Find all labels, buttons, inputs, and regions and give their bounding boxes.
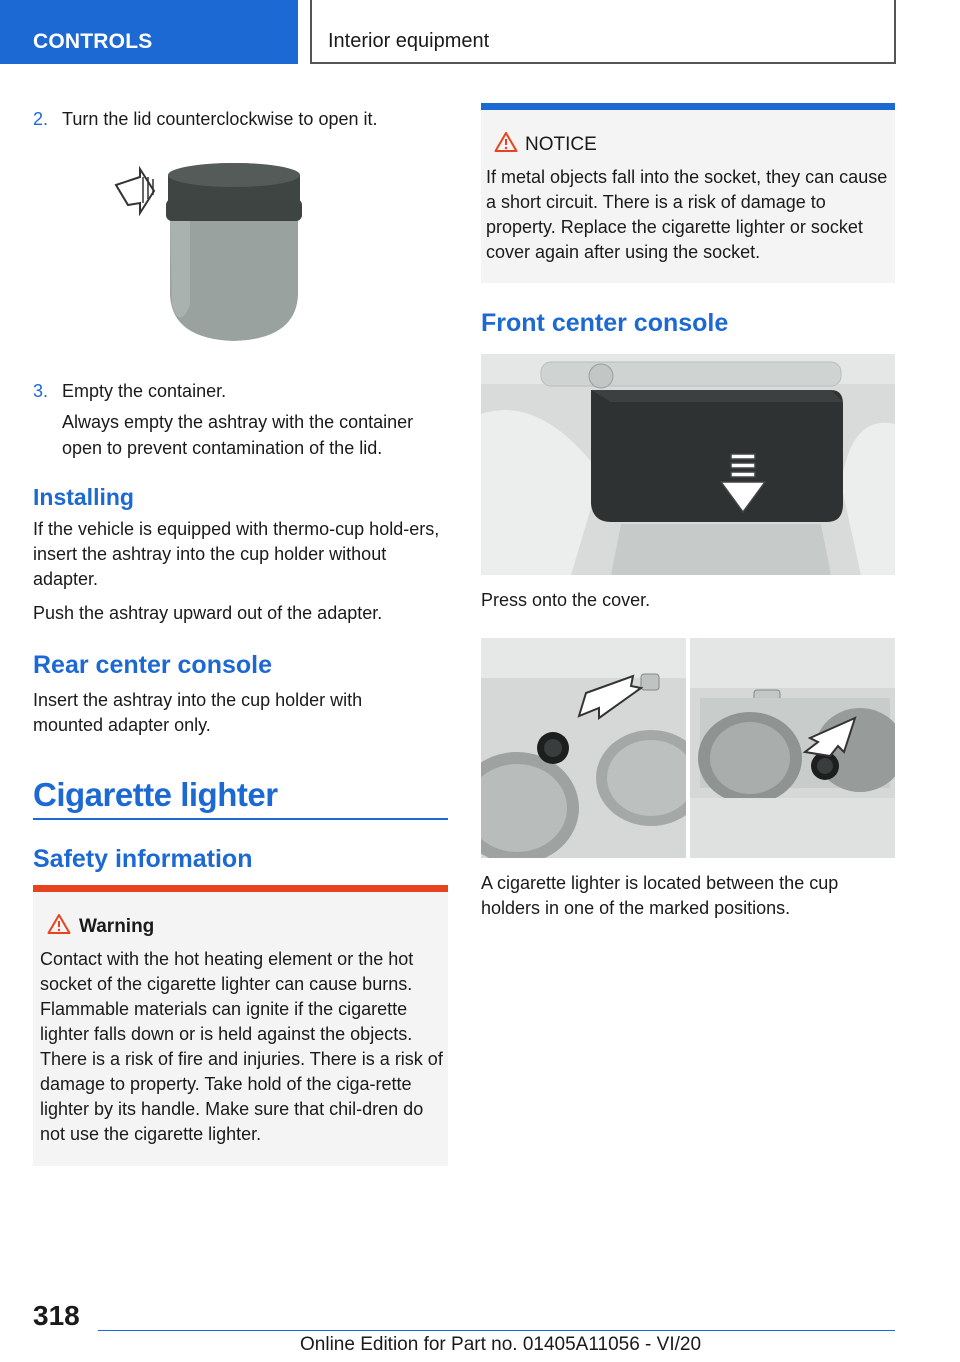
warning-triangle-icon	[47, 913, 71, 935]
warning-box	[33, 885, 448, 1166]
installing-heading: Installing	[33, 484, 134, 510]
page-title: Interior equipment	[328, 30, 490, 52]
rear-console-heading: Rear center console	[33, 651, 272, 679]
ashtray-illustration	[110, 155, 310, 347]
step-text: Turn the lid counterclockwise to open it.	[62, 109, 378, 129]
section-tab	[0, 0, 298, 64]
front-console-caption: Press onto the cover.	[481, 590, 651, 610]
section-label: CONTROLS	[33, 30, 153, 53]
step-2	[33, 106, 453, 132]
lighter-location-caption: A cigarette lighter is located between the cup holders in one of the marked positions.	[481, 873, 839, 918]
page-number: 318	[33, 1300, 80, 1331]
page-header	[310, 0, 896, 64]
warning-bar	[33, 885, 448, 892]
installing-paragraph-1: If the vehicle is equipped with thermo-cup hold-ers, insert the ashtray into the cup holder without adapter.	[33, 519, 440, 589]
footer-edition: Online Edition for Part no. 01405A11056 - VI/20	[300, 1334, 702, 1355]
front-console-image	[481, 354, 895, 575]
footer-rule	[98, 1330, 895, 1331]
step-number: 3.	[33, 381, 49, 401]
safety-heading: Safety information	[33, 845, 253, 873]
cigarette-lighter-heading: Cigarette lighter	[33, 776, 278, 813]
step-detail: Always empty the ashtray with the container open to prevent contamination of the lid.	[62, 412, 414, 458]
installing-paragraph-2: Push the ashtray upward out of the adapter.	[33, 603, 383, 623]
heading-rule	[33, 818, 448, 820]
warning-title: Warning	[79, 916, 155, 937]
rotate-arrow-icon	[116, 169, 154, 213]
warning-text: Contact with the hot heating element or the hot socket of the cigarette lighter can cause burns. Flammable materials can ignite if the cigarette lighter falls down or is held against the objects. There is a risk of fire and injuries. There is a risk of damage to property. Take hold of the ciga-rette lighter by its handle. Make sure that chil-dren do not use the cigarette lighter.	[40, 949, 443, 1144]
notice-box	[481, 103, 895, 283]
cupholder-image-left	[481, 638, 686, 858]
step-text: Empty the container.	[62, 381, 227, 401]
rear-console-paragraph: Insert the ashtray into the cup holder with mounted adapter only.	[33, 690, 363, 735]
notice-bar	[481, 103, 895, 110]
front-console-heading: Front center console	[481, 309, 729, 337]
notice-title: NOTICE	[525, 134, 597, 155]
cupholder-image-right	[690, 638, 895, 858]
notice-triangle-icon	[494, 131, 518, 153]
notice-text: If metal objects fall into the socket, they can cause a short circuit. There is a risk of damage to property. Replace the cigarette lighter or socket cover again after using the socket.	[486, 167, 888, 262]
step-number: 2.	[33, 109, 49, 129]
step-3	[33, 378, 453, 458]
